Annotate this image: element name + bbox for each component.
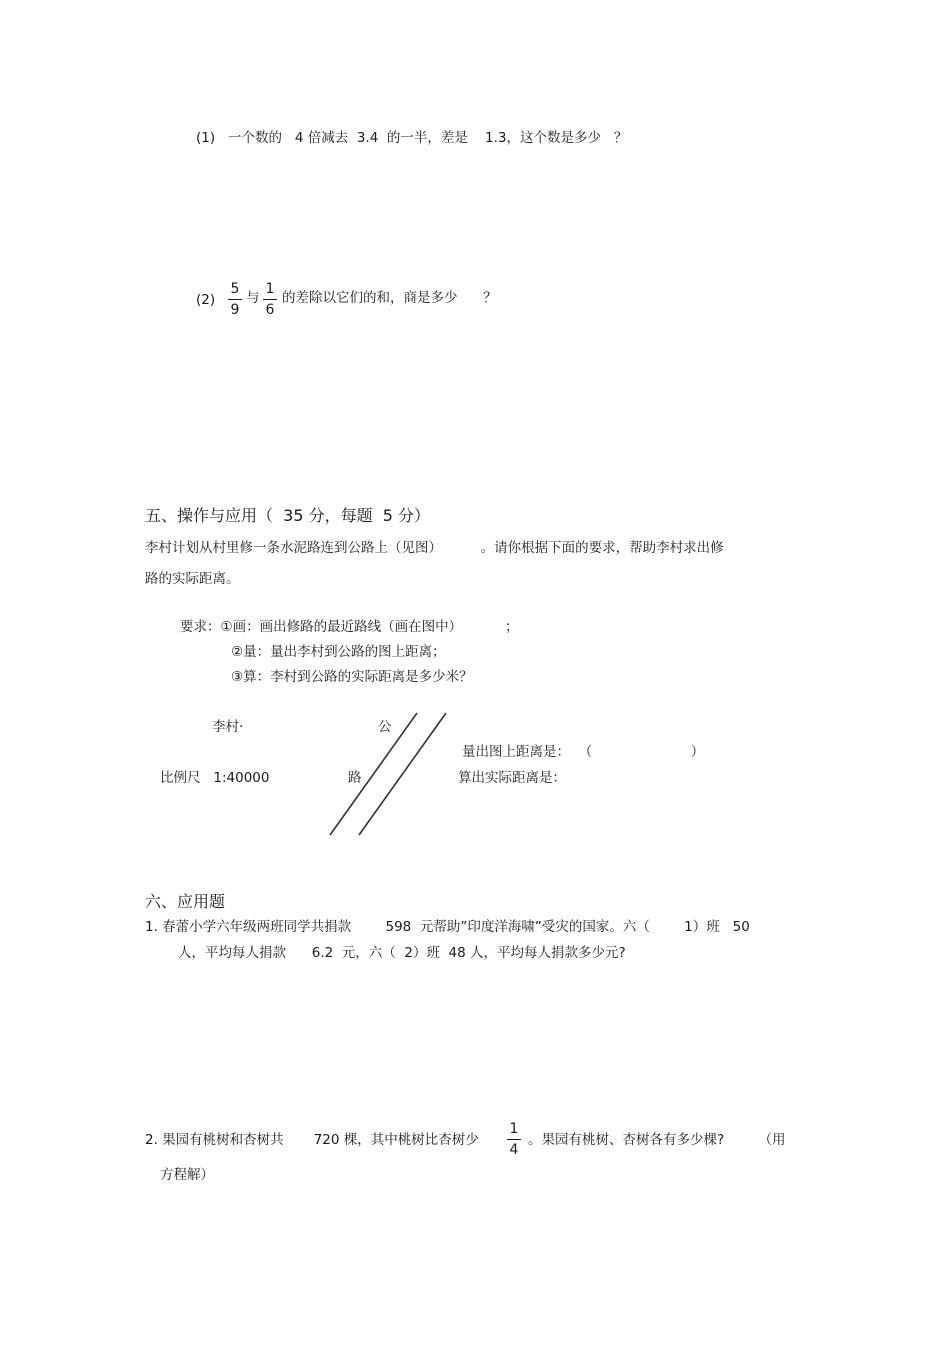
section6-title: 六、应用题 <box>145 892 226 911</box>
requirement-draw: 要求：①画：画出修路的最近路线（画在图中） ； <box>180 619 519 635</box>
q2-fraction-a <box>228 280 242 319</box>
q2-conjunction: 与 <box>246 290 260 306</box>
fraction-denominator: 4 <box>509 1142 519 1158</box>
fraction-numerator: 5 <box>230 281 240 297</box>
q2-fraction-b <box>263 280 277 319</box>
road-label-gong: 公 <box>378 719 392 735</box>
fraction-bar <box>507 1139 521 1140</box>
requirement-compute: ③算：李村到公路的实际距离是多少米？ <box>231 669 473 685</box>
problem2-line2: 方程解） <box>160 1167 214 1183</box>
problem2-fraction <box>507 1120 521 1159</box>
fraction-numerator: 1 <box>265 281 275 297</box>
q2-text: 的差除以它们的和，商是多少 ？ <box>282 290 497 306</box>
fraction-denominator: 6 <box>265 302 275 318</box>
q1-number: (1) <box>196 130 216 146</box>
q1-text: 一个数的 4 倍减去 3.4 的一半，差是 1.3，这个数是多少 ？ <box>228 130 628 146</box>
fraction-denominator: 9 <box>230 302 240 318</box>
fraction-bar <box>263 299 277 300</box>
problem2-part1: 2. 果园有桃树和杏树共 720 棵，其中桃树比杏树少 <box>145 1132 479 1148</box>
road-diagram <box>320 705 460 845</box>
requirement-measure: ②量：量出李村到公路的图上距离； <box>231 644 446 660</box>
road-label-lu: 路 <box>348 770 362 786</box>
road-edge-right <box>359 713 446 835</box>
fraction-bar <box>228 299 242 300</box>
compute-distance-line: 算出实际距离是： <box>458 770 566 786</box>
problem2-part2: 。果园有桃树、杏树各有多少棵? （用 <box>528 1132 786 1148</box>
section5-title: 五、操作与应用（ 35 分，每题 5 分） <box>145 506 431 525</box>
section5-paragraph-line1: 李村计划从村里修一条水泥路连到公路上（见图） 。请你根据下面的要求，帮助李村求出修 <box>145 540 724 556</box>
scale-label: 比例尺 1:40000 <box>160 770 270 786</box>
fraction-numerator: 1 <box>509 1121 519 1137</box>
q2-number: (2) <box>196 292 216 308</box>
section5-paragraph-line2: 路的实际距离。 <box>145 571 240 587</box>
village-label: 李村· <box>212 719 244 735</box>
problem1-line2: 人，平均每人捐款 6.2 元，六（ 2）班 48 人，平均每人捐款多少元? <box>178 945 626 961</box>
measure-distance-line: 量出图上距离是： （ ） <box>462 744 705 760</box>
road-edge-left <box>330 713 417 835</box>
problem1-line1: 1. 春蕾小学六年级两班同学共捐款 598 元帮助”印度洋海啸”受灾的国家。六（ 1）班 50 <box>145 919 750 935</box>
